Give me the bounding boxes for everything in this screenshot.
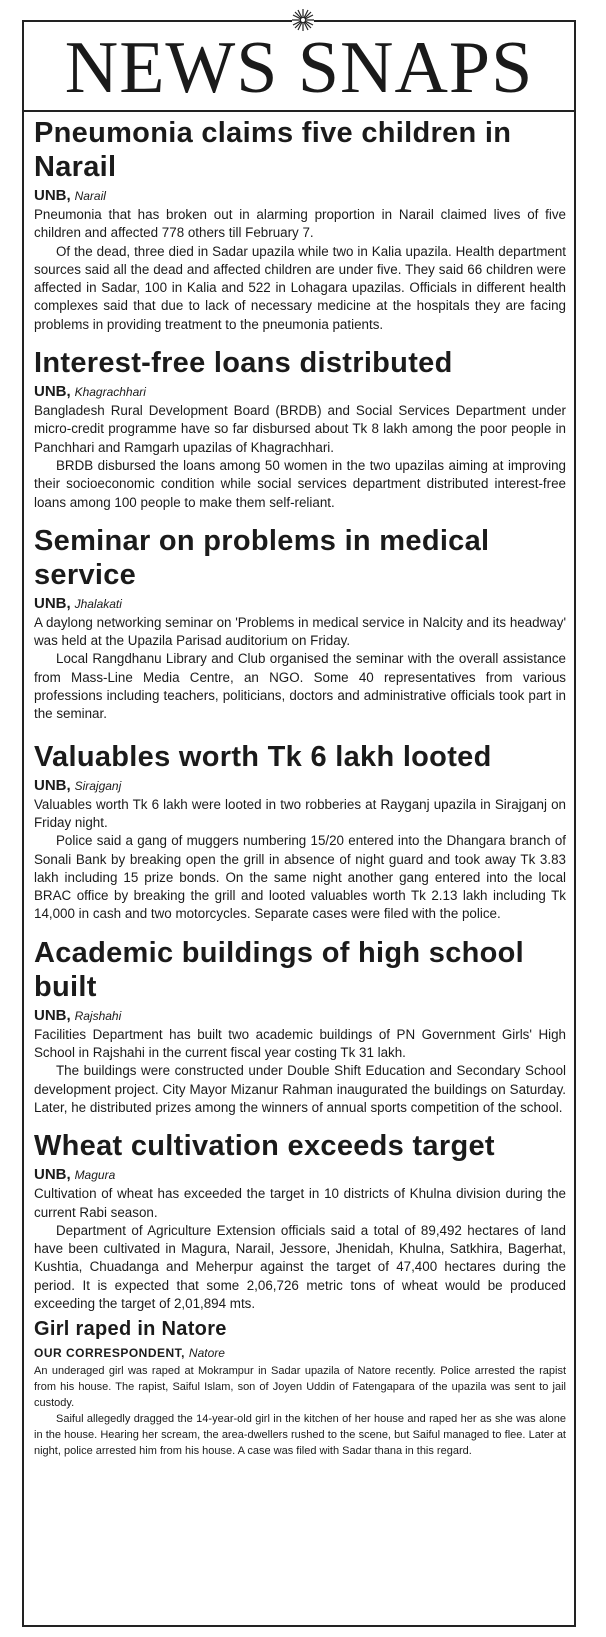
article-dateline: [34, 594, 566, 613]
masthead-rule: [24, 110, 574, 112]
article-dateline: [34, 1343, 566, 1362]
article-paragraph: Cultivation of wheat has exceeded the target in 10 districts of Khulna division during the current Rabi season.: [34, 1186, 566, 1220]
article-place: Khagrachhari: [74, 385, 146, 400]
article-loans: [34, 346, 566, 512]
article-looted: [34, 740, 566, 924]
article-dateline: [34, 382, 566, 401]
article-seminar: [34, 524, 566, 724]
article-paragraph: The buildings were constructed under Double Shift Education and Secondary School development project. City Mayor Mizanur Rahman inaugurated the buildings on Saturday. Later, he distributed prizes among the winners of annual sports competition of the school.: [34, 1063, 566, 1115]
article-source: UNB,: [34, 776, 71, 794]
article-paragraph: Valuables worth Tk 6 lakh were looted in two robberies at Rayganj upazila in Sirajganj on Friday night.: [34, 796, 566, 830]
article-headline: Girl raped in Natore: [34, 1318, 227, 1341]
article-paragraph: Pneumonia that has broken out in alarming proportion in Narail claimed lives of five children and affected 778 others till February 7.: [34, 207, 566, 241]
article-paragraph: Police said a gang of muggers numbering 15/20 entered into the Dhangara branch of Sonali Bank by breaking open the grill in absence of night guard and took away Tk 3.83 lakh including 15 prize bonds. On the same night another gang entered into the local BRAC office by breaking the grill and looted valuables worth Tk 2.13 lakh including Tk 14,000 in cash and two motorcycles. Separate cases were filed with the police.: [34, 833, 566, 922]
article-paragraph: Of the dead, three died in Sadar upazila while two in Kalia upazila. Health department sources said all the dead and affected children are under five. They said 66 children were affected in Sadar, 100 in Kalia and 522 in Lohagara upazilas. Officials in different health complexes said that due to lack of necessary medicine at the hospitals they are facing problems in providing treatment to the pneumonia patients.: [34, 243, 566, 332]
article-place: Jhalakati: [74, 596, 122, 611]
article-place: Narail: [74, 189, 106, 203]
masthead-title: NEWS SNAPS: [64, 27, 534, 109]
article-dateline: [34, 1165, 566, 1184]
article-place: Natore: [188, 1346, 225, 1361]
article-source: UNB,: [34, 383, 71, 401]
article-pneumonia: [34, 116, 566, 334]
article-dateline: [34, 186, 566, 205]
article-headline: Pneumonia claims five children in Narail: [34, 117, 512, 183]
articles-column: [34, 116, 566, 1459]
article-headline: Interest-free loans distributed: [34, 347, 453, 380]
article-dateline: [34, 776, 566, 795]
article-source: UNB,: [34, 594, 71, 612]
article-headline: Wheat cultivation exceeds target: [34, 1130, 495, 1163]
article-source: OUR CORRESPONDENT,: [34, 1346, 186, 1361]
article-paragraph: Local Rangdhanu Library and Club organised the seminar with the overall assistance from Mass-Line Media Centre, an NGO. Some 40 representatives from various professions including teachers, politicians, doctors and administrative officials took part in the seminar.: [34, 651, 566, 722]
article-natore: [34, 1317, 566, 1459]
article-headline: Seminar on problems in medical service: [34, 524, 490, 591]
article-source: UNB,: [34, 1166, 71, 1184]
article-paragraph: A daylong networking seminar on 'Problems in medical service in Nalcity and its headway' was held at the Upazila Parisad auditorium on Friday.: [34, 614, 566, 649]
article-paragraph: An underaged girl was raped at Mokrampur in Sadar upazila of Natore recently. Police arrested the rapist from his house. The rapist, Saiful Islam, son of Joyen Uddin of Fatengapara of the upazila was sent to jail custody.: [34, 1365, 566, 1410]
article-source: UNB,: [34, 187, 71, 204]
article-school: [34, 936, 566, 1117]
article-headline: Academic buildings of high school built: [34, 936, 525, 1003]
article-place: Magura: [74, 1168, 116, 1183]
article-place: Rajshahi: [74, 1008, 122, 1023]
article-paragraph: Bangladesh Rural Development Board (BRDB) and Social Services Department under micro-credit programme have so far disbursed about Tk 8 lakh among the poor people in Panchhari and Ramgarh upazilas of Khagrachhari.: [34, 403, 566, 455]
article-source: UNB,: [34, 1006, 71, 1024]
article-paragraph: BRDB disbursed the loans among 50 women in the two upazilas aiming at improving their socioeconomic condition while social services department distributed interest-free loans among 100 people to make them self-reliant.: [34, 457, 566, 510]
top-rule-left: [22, 20, 292, 22]
article-paragraph: Saiful allegedly dragged the 14-year-old girl in the kitchen of her house and raped her as she was alone in the house. Hearing her scream, the area-dwellers rushed to the scene, but Saiful managed to flee. Later at night, police arrested him from his house. A case was filed with Sadar thana in this regard.: [34, 1413, 566, 1458]
article-paragraph: Department of Agriculture Extension officials said a total of 89,492 hectares of land have been cultivated in Magura, Narail, Jessore, Jhenidah, Khulna, Satkhira, Bagerhat, Kushtia, Chuadanga and Meherpur against the target of 47,400 hectares during the period. It is expected that some 2,06,726 metric tons of wheat would be produced exceeding the target of 2,01,894 mts.: [34, 1222, 566, 1311]
top-rule-right: [314, 20, 576, 22]
article-headline: Valuables worth Tk 6 lakh looted: [34, 740, 492, 773]
article-paragraph: Facilities Department has built two academic buildings of PN Government Girls' High School in Rajshahi in the current fiscal year costing Tk 31 lakh.: [34, 1026, 566, 1061]
article-place: Sirajganj: [74, 778, 122, 793]
article-dateline: [34, 1006, 566, 1025]
article-wheat: [34, 1129, 566, 1313]
